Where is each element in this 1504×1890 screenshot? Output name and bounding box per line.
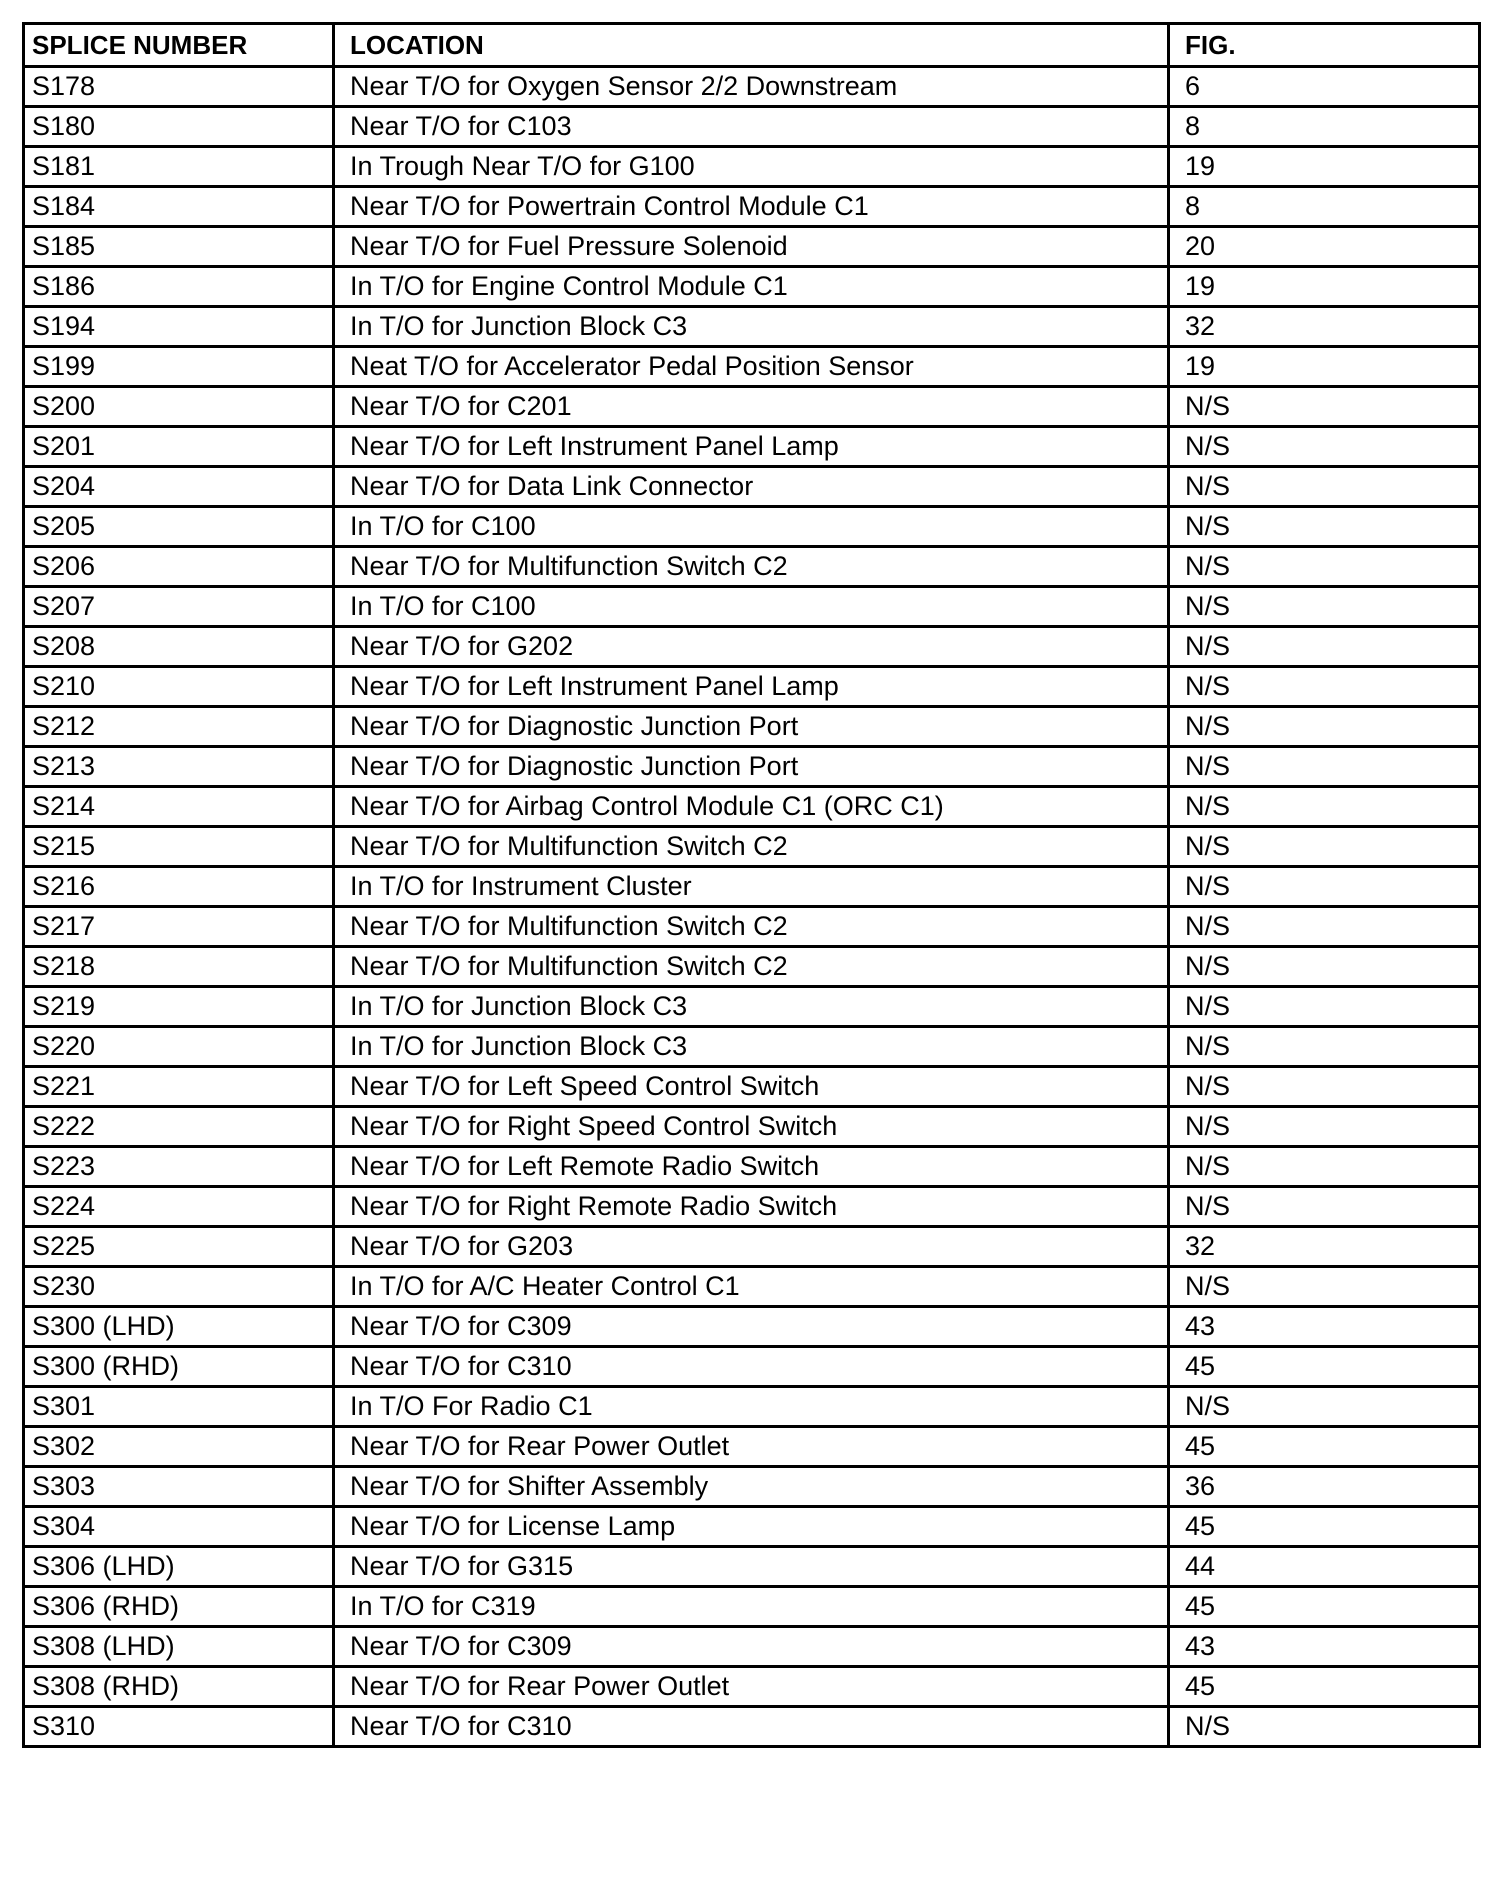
location-cell: Near T/O for C201 <box>334 387 1169 427</box>
table-row <box>24 907 1480 947</box>
location-cell: In T/O for Junction Block C3 <box>334 307 1169 347</box>
table-row <box>24 667 1480 707</box>
splice-number-cell: S186 <box>24 267 334 307</box>
splice-number-cell: S212 <box>24 707 334 747</box>
fig-cell: 8 <box>1169 187 1480 227</box>
table-row <box>24 507 1480 547</box>
splice-number-cell: S223 <box>24 1147 334 1187</box>
table-row <box>24 467 1480 507</box>
fig-cell: N/S <box>1169 427 1480 467</box>
location-cell: Near T/O for Left Remote Radio Switch <box>334 1147 1169 1187</box>
location-cell: Neat T/O for Accelerator Pedal Position Sensor <box>334 347 1169 387</box>
location-cell: Near T/O for Diagnostic Junction Port <box>334 747 1169 787</box>
fig-cell: N/S <box>1169 827 1480 867</box>
splice-number-cell: S204 <box>24 467 334 507</box>
splice-number-cell: S216 <box>24 867 334 907</box>
location-cell: In Trough Near T/O for G100 <box>334 147 1169 187</box>
fig-cell: N/S <box>1169 1267 1480 1307</box>
location-cell: Near T/O for License Lamp <box>334 1507 1169 1547</box>
location-cell: In T/O for A/C Heater Control C1 <box>334 1267 1169 1307</box>
splice-number-cell: S306 (RHD) <box>24 1587 334 1627</box>
location-cell: Near T/O for Oxygen Sensor 2/2 Downstream <box>334 67 1169 107</box>
table-row <box>24 1067 1480 1107</box>
location-cell: In T/O for Junction Block C3 <box>334 987 1169 1027</box>
splice-number-cell: S215 <box>24 827 334 867</box>
splice-number-cell: S185 <box>24 227 334 267</box>
table-row <box>24 267 1480 307</box>
table-row <box>24 1187 1480 1227</box>
fig-cell: 45 <box>1169 1427 1480 1467</box>
table-row <box>24 1547 1480 1587</box>
splice-number-cell: S200 <box>24 387 334 427</box>
location-cell: Near T/O for Fuel Pressure Solenoid <box>334 227 1169 267</box>
splice-number-cell: S308 (LHD) <box>24 1627 334 1667</box>
table-row <box>24 987 1480 1027</box>
splice-number-cell: S230 <box>24 1267 334 1307</box>
fig-cell: N/S <box>1169 1147 1480 1187</box>
fig-cell: N/S <box>1169 467 1480 507</box>
fig-cell: N/S <box>1169 547 1480 587</box>
table-row <box>24 1267 1480 1307</box>
table-row <box>24 427 1480 467</box>
table-body <box>24 67 1480 1747</box>
splice-number-cell: S205 <box>24 507 334 547</box>
splice-number-cell: S301 <box>24 1387 334 1427</box>
location-cell: Near T/O for Multifunction Switch C2 <box>334 947 1169 987</box>
fig-cell: 32 <box>1169 1227 1480 1267</box>
splice-number-cell: S201 <box>24 427 334 467</box>
fig-cell: 19 <box>1169 267 1480 307</box>
fig-cell: N/S <box>1169 667 1480 707</box>
fig-cell: N/S <box>1169 1027 1480 1067</box>
fig-cell: N/S <box>1169 1707 1480 1747</box>
splice-number-cell: S303 <box>24 1467 334 1507</box>
fig-cell: N/S <box>1169 1387 1480 1427</box>
location-cell: Near T/O for Airbag Control Module C1 (ORC C1) <box>334 787 1169 827</box>
splice-number-cell: S214 <box>24 787 334 827</box>
location-cell: Near T/O for Data Link Connector <box>334 467 1169 507</box>
table-row <box>24 947 1480 987</box>
location-cell: Near T/O for G202 <box>334 627 1169 667</box>
location-cell: Near T/O for Powertrain Control Module C1 <box>334 187 1169 227</box>
splice-number-cell: S300 (LHD) <box>24 1307 334 1347</box>
location-cell: Near T/O for C309 <box>334 1307 1169 1347</box>
splice-number-cell: S208 <box>24 627 334 667</box>
splice-number-cell: S180 <box>24 107 334 147</box>
table-row <box>24 787 1480 827</box>
location-cell: Near T/O for C310 <box>334 1707 1169 1747</box>
column-header-location: LOCATION <box>334 24 1169 67</box>
fig-cell: N/S <box>1169 1107 1480 1147</box>
fig-cell: 45 <box>1169 1347 1480 1387</box>
fig-cell: 45 <box>1169 1667 1480 1707</box>
table-row <box>24 1387 1480 1427</box>
splice-number-cell: S300 (RHD) <box>24 1347 334 1387</box>
table-row <box>24 227 1480 267</box>
location-cell: Near T/O for Rear Power Outlet <box>334 1667 1169 1707</box>
table-row <box>24 1347 1480 1387</box>
splice-number-cell: S310 <box>24 1707 334 1747</box>
location-cell: In T/O for C319 <box>334 1587 1169 1627</box>
fig-cell: N/S <box>1169 867 1480 907</box>
table-row <box>24 1587 1480 1627</box>
fig-cell: 36 <box>1169 1467 1480 1507</box>
location-cell: Near T/O for Multifunction Switch C2 <box>334 907 1169 947</box>
table-row <box>24 587 1480 627</box>
location-cell: In T/O for Junction Block C3 <box>334 1027 1169 1067</box>
location-cell: Near T/O for G315 <box>334 1547 1169 1587</box>
splice-number-cell: S302 <box>24 1427 334 1467</box>
table-row <box>24 1027 1480 1067</box>
fig-cell: 6 <box>1169 67 1480 107</box>
splice-number-cell: S304 <box>24 1507 334 1547</box>
location-cell: Near T/O for C103 <box>334 107 1169 147</box>
splice-number-cell: S178 <box>24 67 334 107</box>
table-row <box>24 307 1480 347</box>
table-row <box>24 1147 1480 1187</box>
splice-number-cell: S220 <box>24 1027 334 1067</box>
fig-cell: N/S <box>1169 907 1480 947</box>
fig-cell: N/S <box>1169 1187 1480 1227</box>
table-row <box>24 747 1480 787</box>
fig-cell: N/S <box>1169 707 1480 747</box>
table-row <box>24 187 1480 227</box>
fig-cell: 43 <box>1169 1307 1480 1347</box>
table-row <box>24 387 1480 427</box>
table-row <box>24 1227 1480 1267</box>
location-cell: In T/O for C100 <box>334 587 1169 627</box>
table-row <box>24 147 1480 187</box>
splice-number-cell: S222 <box>24 1107 334 1147</box>
fig-cell: N/S <box>1169 747 1480 787</box>
splice-number-cell: S224 <box>24 1187 334 1227</box>
table-header <box>24 24 1480 67</box>
table-row <box>24 867 1480 907</box>
splice-number-cell: S221 <box>24 1067 334 1107</box>
fig-cell: 45 <box>1169 1587 1480 1627</box>
table-header-row <box>24 24 1480 67</box>
table-row <box>24 1627 1480 1667</box>
table-row <box>24 1467 1480 1507</box>
splice-number-cell: S306 (LHD) <box>24 1547 334 1587</box>
splice-number-cell: S207 <box>24 587 334 627</box>
location-cell: Near T/O for Right Speed Control Switch <box>334 1107 1169 1147</box>
table-row <box>24 707 1480 747</box>
table-row <box>24 1107 1480 1147</box>
location-cell: Near T/O for Diagnostic Junction Port <box>334 707 1169 747</box>
fig-cell: N/S <box>1169 627 1480 667</box>
table-row <box>24 1507 1480 1547</box>
location-cell: Near T/O for Multifunction Switch C2 <box>334 547 1169 587</box>
splice-number-cell: S219 <box>24 987 334 1027</box>
location-cell: In T/O for Instrument Cluster <box>334 867 1169 907</box>
splice-number-cell: S181 <box>24 147 334 187</box>
fig-cell: 32 <box>1169 307 1480 347</box>
location-cell: Near T/O for Left Speed Control Switch <box>334 1067 1169 1107</box>
fig-cell: N/S <box>1169 1067 1480 1107</box>
location-cell: Near T/O for Left Instrument Panel Lamp <box>334 427 1169 467</box>
splice-number-cell: S218 <box>24 947 334 987</box>
fig-cell: 44 <box>1169 1547 1480 1587</box>
table-row <box>24 627 1480 667</box>
fig-cell: N/S <box>1169 987 1480 1027</box>
table-row <box>24 107 1480 147</box>
location-cell: Near T/O for C309 <box>334 1627 1169 1667</box>
fig-cell: N/S <box>1169 507 1480 547</box>
fig-cell: N/S <box>1169 947 1480 987</box>
fig-cell: 43 <box>1169 1627 1480 1667</box>
location-cell: Near T/O for Right Remote Radio Switch <box>334 1187 1169 1227</box>
fig-cell: 45 <box>1169 1507 1480 1547</box>
location-cell: Near T/O for Left Instrument Panel Lamp <box>334 667 1169 707</box>
splice-number-cell: S194 <box>24 307 334 347</box>
splice-number-cell: S206 <box>24 547 334 587</box>
location-cell: Near T/O for C310 <box>334 1347 1169 1387</box>
splice-number-cell: S225 <box>24 1227 334 1267</box>
location-cell: In T/O for Engine Control Module C1 <box>334 267 1169 307</box>
fig-cell: 19 <box>1169 147 1480 187</box>
location-cell: Near T/O for Multifunction Switch C2 <box>334 827 1169 867</box>
splice-number-cell: S213 <box>24 747 334 787</box>
fig-cell: 8 <box>1169 107 1480 147</box>
location-cell: Near T/O for G203 <box>334 1227 1169 1267</box>
location-cell: In T/O For Radio C1 <box>334 1387 1169 1427</box>
splice-number-cell: S210 <box>24 667 334 707</box>
column-header-splice-number: SPLICE NUMBER <box>24 24 334 67</box>
table-row <box>24 1667 1480 1707</box>
table-row <box>24 1427 1480 1467</box>
table-row <box>24 827 1480 867</box>
splice-number-cell: S184 <box>24 187 334 227</box>
table-row <box>24 1707 1480 1747</box>
table-row <box>24 67 1480 107</box>
splice-location-table <box>22 22 1481 1748</box>
column-header-fig: FIG. <box>1169 24 1480 67</box>
table-row <box>24 547 1480 587</box>
fig-cell: 20 <box>1169 227 1480 267</box>
splice-number-cell: S199 <box>24 347 334 387</box>
fig-cell: 19 <box>1169 347 1480 387</box>
document-page <box>22 22 1478 1748</box>
table-row <box>24 1307 1480 1347</box>
splice-number-cell: S308 (RHD) <box>24 1667 334 1707</box>
location-cell: Near T/O for Shifter Assembly <box>334 1467 1169 1507</box>
table-row <box>24 347 1480 387</box>
fig-cell: N/S <box>1169 387 1480 427</box>
fig-cell: N/S <box>1169 787 1480 827</box>
splice-number-cell: S217 <box>24 907 334 947</box>
location-cell: Near T/O for Rear Power Outlet <box>334 1427 1169 1467</box>
fig-cell: N/S <box>1169 587 1480 627</box>
location-cell: In T/O for C100 <box>334 507 1169 547</box>
